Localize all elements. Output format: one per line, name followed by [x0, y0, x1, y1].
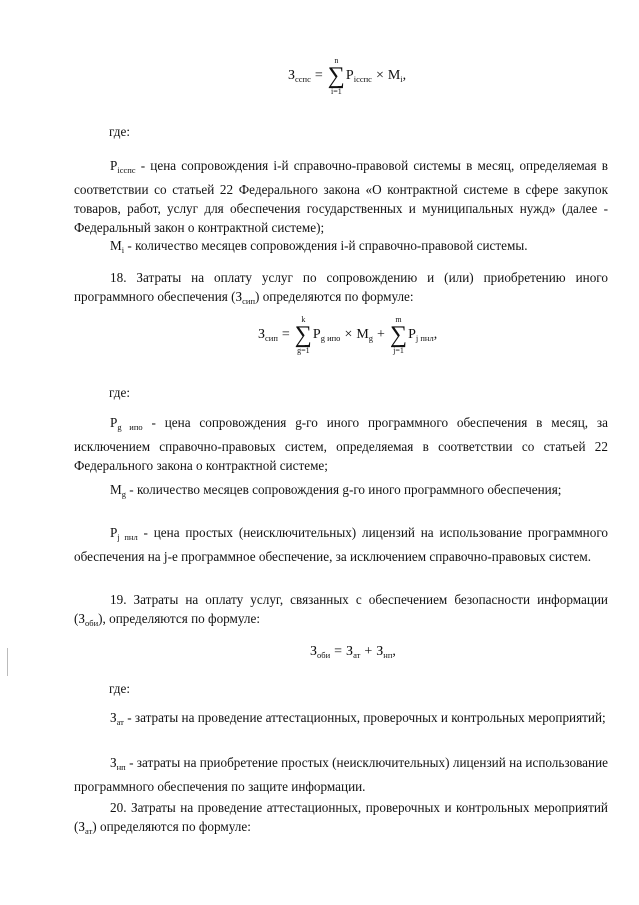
- where-label: где:: [109, 681, 130, 696]
- paragraph-18: 18. Затраты на оплату услуг по сопровождению и (или) приобретению иного программного обеспечения $(З_{сип})$ определяются по формуле:: [74, 270, 608, 306]
- definition-p-isspc: $P_{iсспс}$ - цена сопровождения i-й справочно-правовой системы в месяц, определяемая в соответствии со статьей 22 Федерального закона «О контрактной системе в сфере закупок товаров, работ, услуг для обеспечения государственных и муниципальных нужд» (далее - Федеральный закон о контрактной системе);: [74, 158, 608, 235]
- definition-m-i: $M_i$ - количество месяцев сопровождения i-й справочно-правовой системы.: [110, 238, 528, 255]
- formula-lhs: $З_{сспс}$: [288, 68, 311, 84]
- formula-obi: $З_{оби}$ = $З_{ат}$ + $З_{нп}$ ,: [310, 644, 396, 660]
- sum-symbol: n ∑ i=1: [327, 56, 345, 96]
- scan-margin-mark: [7, 648, 8, 676]
- sum-symbol: k ∑ g=1: [294, 315, 312, 355]
- formula-sip: $З_{сип}$ = k ∑ g=1 $P_{g ипо}$ × $M_g$ + m ∑ j=1 $P_{j пнл}$ ,: [258, 315, 438, 355]
- where-label: где:: [109, 124, 130, 139]
- paragraph-19: 19. Затраты на оплату услуг, связанных с обеспечением безопасности информации $(З_{оби})$, определяются по формуле:: [74, 592, 608, 628]
- formula-sspc: $З_{сспс}$ = n ∑ i=1 $P_{iсспс}$ × $M_i$ ,: [288, 56, 407, 96]
- definition-p-j-pnl: $P_{j пнл}$ - цена простых (неисключительных) лицензий на использование программного обеспечения на j-е программное обеспечение, за исключением справочно-правовых систем.: [74, 525, 608, 564]
- sum-symbol: m ∑ j=1: [389, 315, 408, 355]
- definition-z-at: $З_{ат}$ - затраты на проведение аттестационных, проверочных и контрольных мероприятий;: [110, 710, 606, 727]
- definition-p-g-ipo: $P_{g ипо}$ - цена сопровождения g-го иного программного обеспечения в месяц, за исключением справочно-правовых систем, определяемая в соответствии со статьей 22 Федерального закона о контрактной системе;: [74, 415, 608, 473]
- definition-m-g: $M_g$ - количество месяцев сопровождения g-го иного программного обеспечения;: [110, 482, 562, 499]
- where-label: где:: [109, 385, 130, 400]
- definition-z-np: $З_{нп}$ - затраты на приобретение простых (неисключительных) лицензий на использование программного обеспечения по защите информации.: [74, 755, 608, 794]
- paragraph-20: 20. Затраты на проведение аттестационных, проверочных и контрольных мероприятий $(З_{ат})$ определяются по формуле:: [74, 800, 608, 836]
